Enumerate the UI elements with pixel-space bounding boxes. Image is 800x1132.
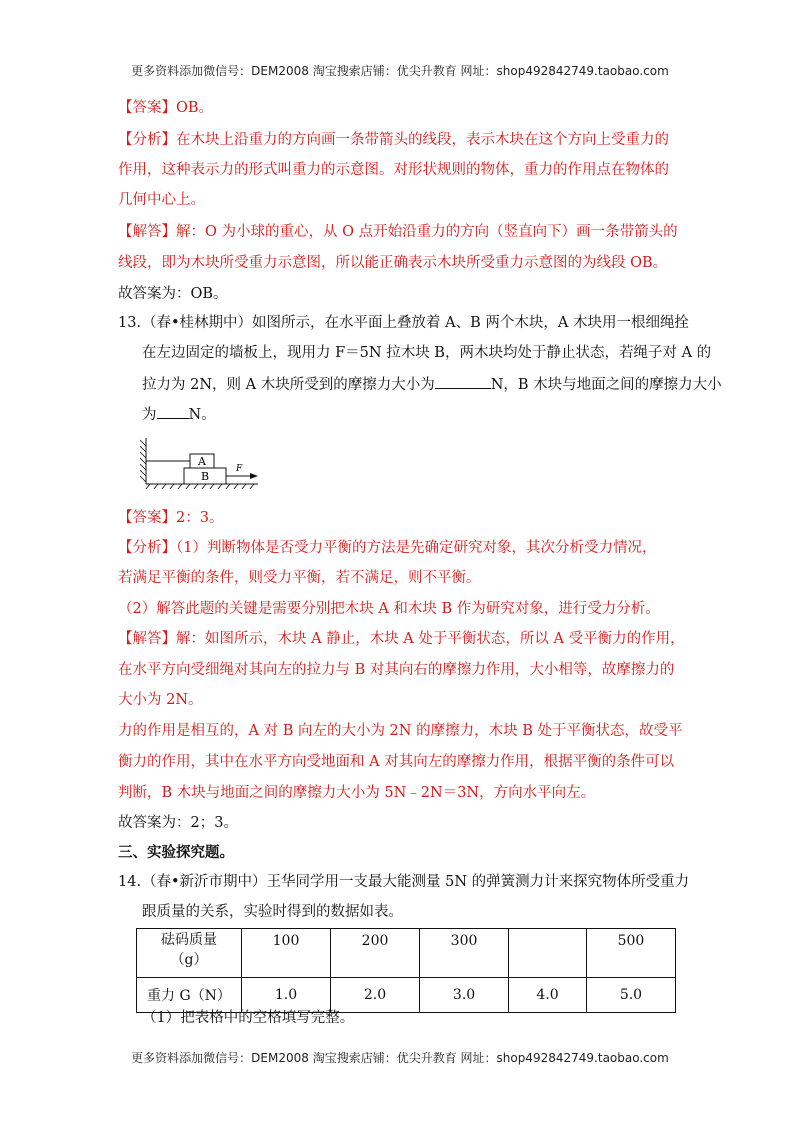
q13-stem-3 bbox=[142, 374, 722, 395]
block-a-label: A bbox=[198, 455, 206, 468]
q13-stem-3-a: 拉力为 2N，则 A 木块所受到的摩擦力大小为 bbox=[142, 377, 435, 393]
table-cell: 300 bbox=[420, 929, 509, 978]
q13-solution-1: 【解答】解：如图所示，木块 A 静止，木块 A 处于平衡状态，所以 A 受平衡力的作用， bbox=[118, 631, 685, 647]
table-cell: 2.0 bbox=[331, 978, 420, 1013]
q13-blank-1[interactable] bbox=[435, 374, 491, 389]
table-cell: 100 bbox=[242, 929, 331, 978]
q13-analysis-3: （2）解答此题的关键是需要分别把木块 A 和木块 B 作为研究对象，进行受力分析。 bbox=[118, 601, 660, 617]
q13-stem-4-a: 为 bbox=[142, 407, 157, 423]
q12-solution-2: 线段，即为木块所受重力示意图，所以能正确表示木块所受重力示意图的为线段 OB。 bbox=[118, 255, 668, 271]
q14-stem-2: 跟质量的关系，实验时得到的数据如表。 bbox=[142, 904, 403, 920]
q13-solution-3: 大小为 2N。 bbox=[118, 692, 203, 708]
q13-stem-3-b: N，B 木块与地面之间的摩擦力大小 bbox=[490, 377, 722, 393]
q13-stem-4-b: N。 bbox=[188, 407, 216, 423]
page-footer: 更多资料添加微信号：DEM2008 淘宝搜索店铺：优尖升教育 网址：shop492842749.taobao.com bbox=[131, 1051, 669, 1065]
section-title: 三、实验探究题。 bbox=[118, 844, 234, 861]
force-arrow-head bbox=[250, 473, 258, 479]
table-row bbox=[137, 929, 676, 978]
q12-final-answer: 故答案为：OB。 bbox=[118, 286, 228, 302]
table-header-mass bbox=[137, 929, 242, 978]
mass-label-line-1: 砝码质量 bbox=[161, 932, 217, 948]
q14-number: 14. bbox=[118, 874, 142, 890]
q12-analysis-3: 几何中心上。 bbox=[118, 192, 205, 208]
q13-solution-2: 在水平方向受细绳对其向左的拉力与 B 对其向右的摩擦力作用，大小相等，故摩擦力的 bbox=[118, 662, 675, 678]
q12-answer: 【答案】OB。 bbox=[118, 100, 214, 116]
force-label: F bbox=[236, 464, 243, 474]
q14-stem-1: （春•新沂市期中）王华同学用一支最大能测量 5N 的弹簧测力计来探究物体所受重力 bbox=[142, 874, 690, 890]
q13-stem-2: 在左边固定的墙板上，现用力 F＝5N 拉木块 B，两木块均处于静止状态，若绳子对 A 的 bbox=[142, 345, 712, 361]
table-cell: 1.0 bbox=[242, 978, 331, 1013]
wall bbox=[140, 438, 146, 484]
table-cell: 4.0 bbox=[509, 978, 587, 1013]
table-cell: 3.0 bbox=[420, 978, 509, 1013]
q13-stem-1: （春•桂林期中）如图所示，在水平面上叠放着 A、B 两个木块，A 木块用一根细绳拴 bbox=[142, 315, 689, 331]
ground bbox=[146, 484, 258, 489]
table-cell: 200 bbox=[331, 929, 420, 978]
table-cell: 5.0 bbox=[586, 978, 675, 1013]
q12-solution-1: 【解答】解：O 为小球的重心，从 O 点开始沿重力的方向（竖直向下）画一条带箭头的 bbox=[118, 224, 678, 240]
q12-analysis-2: 作用，这种表示力的形式叫重力的示意图。对形状规则的物体，重力的作用点在物体的 bbox=[118, 162, 669, 178]
table-header-weight: 重力 G（N） bbox=[137, 978, 242, 1013]
table-cell: 500 bbox=[586, 929, 675, 978]
q14-part-1: （1）把表格中的空格填写完整。 bbox=[142, 1010, 355, 1026]
page-header: 更多资料添加微信号：DEM2008 淘宝搜索店铺：优尖升教育 网址：shop492842749.taobao.com bbox=[131, 64, 669, 78]
table-cell-blank[interactable] bbox=[509, 929, 587, 978]
q13-analysis-2: 若满足平衡的条件，则受力平衡，若不满足，则不平衡。 bbox=[118, 570, 481, 586]
q13-solution-5: 衡力的作用，其中在水平方向受地面和 A 对其向左的摩擦力作用，根据平衡的条件可以 bbox=[118, 754, 675, 770]
q13-diagram bbox=[140, 434, 270, 490]
data-table bbox=[136, 928, 676, 1013]
q13-number: 13. bbox=[118, 315, 142, 331]
q13-solution-4: 力的作用是相互的，A 对 B 向左的大小为 2N 的摩擦力，木块 B 处于平衡状态，故受平 bbox=[118, 723, 683, 739]
q13-blank-2[interactable] bbox=[157, 404, 189, 419]
q13-final-answer: 故答案为：2；3。 bbox=[118, 815, 238, 831]
mass-label-line-2: （g） bbox=[170, 952, 208, 968]
q13-answer: 【答案】2：3。 bbox=[118, 510, 224, 526]
q13-solution-6: 判断，B 木块与地面之间的摩擦力大小为 5N﹣2N＝3N，方向水平向左。 bbox=[118, 785, 596, 801]
q12-analysis-1: 【分析】在木块上沿重力的方向画一条带箭头的线段，表示木块在这个方向上受重力的 bbox=[118, 132, 669, 148]
block-b-label: B bbox=[200, 470, 210, 483]
q13-analysis-1: 【分析】（1）判断物体是否受力平衡的方法是先确定研究对象，其次分析受力情况， bbox=[118, 540, 657, 556]
q13-stem-4 bbox=[142, 404, 216, 425]
